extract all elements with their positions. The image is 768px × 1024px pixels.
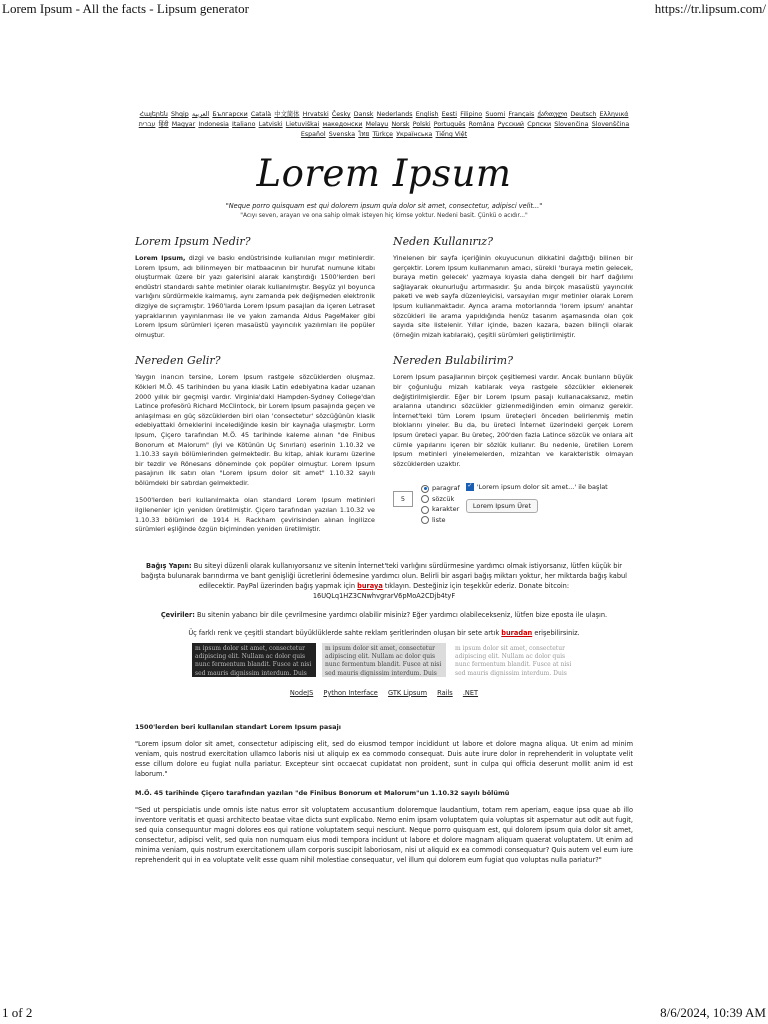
quote-translation: "Acıyı seven, arayan ve ona sahip olmak isteyen hiç kimse yoktur. Nedeni basit. Çünkü o acıdır..." <box>240 213 528 219</box>
link-rails[interactable]: Rails <box>437 688 453 697</box>
radio-sozcuk[interactable] <box>421 495 429 503</box>
language-link[interactable]: Italiano <box>232 121 256 128</box>
language-link[interactable]: Deutsch <box>570 111 597 118</box>
left-column <box>135 235 375 549</box>
language-link[interactable]: Latviski <box>258 121 283 128</box>
banner-samples <box>135 643 633 677</box>
language-link[interactable]: ქართული <box>537 111 568 118</box>
right-column <box>393 235 633 549</box>
radio-option-liste[interactable]: liste <box>421 515 460 526</box>
print-date: 8/6/2024, 10:39 AM <box>660 1005 766 1020</box>
language-link[interactable]: Українська <box>396 131 433 138</box>
print-footer <box>2 1005 766 1021</box>
language-link[interactable]: Lietuviškai <box>285 121 320 128</box>
section-what <box>135 235 375 340</box>
language-link[interactable]: Español <box>300 131 326 138</box>
language-link[interactable]: Tiếng Việt <box>435 131 468 138</box>
link-dotnet[interactable]: .NET <box>462 688 479 697</box>
radio-option-paragraf[interactable]: paragraf <box>421 483 460 494</box>
radio-karakter[interactable] <box>421 506 429 514</box>
lorem-ipsum-bold: Lorem Ipsum, <box>135 254 186 262</box>
language-link[interactable]: Dansk <box>353 111 374 118</box>
bitcoin-address: 16UQLq1HZ3CNwhvgrarV6pMoA2CDjb4tyF <box>312 591 456 600</box>
link-gtk-lipsum[interactable]: GTK Lipsum <box>387 688 428 697</box>
radio-paragraf[interactable] <box>421 485 429 493</box>
language-link[interactable]: ไทย <box>358 131 370 138</box>
language-link[interactable]: Filipino <box>460 111 483 118</box>
start-with-lorem-checkbox[interactable] <box>466 483 474 491</box>
language-link[interactable]: Magyar <box>171 121 196 128</box>
language-link[interactable]: Shqip <box>171 111 189 118</box>
language-link[interactable]: Eesti <box>441 111 458 118</box>
print-header <box>2 1 766 17</box>
standard-passage-text: "Lorem ipsum dolor sit amet, consectetur adipiscing elit, sed do eiusmod tempor incididunt ut labore et dolore magna aliqua. Ut enim ad minim veniam, quis nostrud exercitation ullamco laboris nisi ut aliquip ex ea commodo consequat. Duis aute irure dolor in reprehenderit in voluptate velit esse cillum dolore eu fugiat nulla pariatur. Excepteur sint occaecat cupidatat non proident, sunt in culpa qui officia deserunt mollit anim id est laborum." <box>135 739 633 778</box>
page-content <box>135 110 633 865</box>
language-link[interactable]: Česky <box>331 111 351 118</box>
section-what-text: Lorem Ipsum, dizgi ve baskı endüstrisinde kullanılan mıgır metinlerdir. Lorem Ipsum, adı bilinmeyen bir matbaacının bir hurufat numune kitabı oluşturmak üzere bir yazı galerisini alarak karıştırdığı 1500'lerden beri endüstri standardı sahte metinler olarak kullanılmıştır. Beşyüz yıl boyunca varlığını sürdürmekle kalmamış, aynı zamanda pek değişmeden elektronik dizgiye de sıçramıştır. 1960'larda Lorem Ipsum pasajları da içeren Letraset yapraklarının yayınlanması ile ve yakın zamanda Aldus PageMaker gibi Lorem Ipsum sürümleri içeren masaüstü yayıncılık yazılımları ile popüler olmuştur. <box>135 254 375 339</box>
standard-passage-title: 1500'lerden beri kullanılan standart Lorem Ipsum pasajı <box>135 722 342 731</box>
language-list <box>135 110 633 140</box>
print-page-number: 1 of 2 <box>2 1005 33 1020</box>
section-where-from-title: Nereden Gelir? <box>135 354 221 368</box>
section-why <box>393 235 633 340</box>
section-where-get <box>393 354 633 469</box>
donate-section: Bağış Yapın: Bu siteyi düzenli olarak kullanıyorsanız ve sitenin İnternet'teki varlığını sürdürmesine yardımcı olmak istiyorsanız, lütfen küçük bir bağışta bulunarak barındırma ve bant genişliği ücretlerini ödemesine yardımcı olun. Belirli bir asgari bağış miktarı yoktur, her miktarda bağış kabul edilecektir. PayPal üzerinden bağış yapmak için buraya tıklayın. Desteğiniz için teşekkür ederiz. Donate bitcoin: 16UQLq1HZ3CNwhvgrarV6pMoA2CDjb4tyF <box>140 561 628 600</box>
print-title: Lorem Ipsum - All the facts - Lipsum generator <box>2 1 249 16</box>
language-link[interactable]: Հայերեն <box>139 111 168 118</box>
link-nodejs[interactable]: NodeJS <box>289 688 314 697</box>
language-link[interactable]: Hrvatski <box>302 111 329 118</box>
language-link[interactable]: Melayu <box>365 121 389 128</box>
language-link[interactable]: हिंदी <box>158 121 169 128</box>
language-link[interactable]: Polski <box>412 121 431 128</box>
generator-right <box>466 483 608 513</box>
section-where-from-text-2: 1500'lerden beri kullanılmakta olan standard Lorem Ipsum metinleri ilgilenenler için yeniden üretilmiştir. Çiçero tarafından yazılan 1.10.32 ve 1.10.33 bölümleri de 1914 H. Rackham çevirisinden alınan İngilizce sürümleri eşliğinde özgün biçiminden yeniden üretilmiştir. <box>135 496 375 534</box>
link-python-interface[interactable]: Python Interface <box>323 688 378 697</box>
section-why-text: Yinelenen bir sayfa içeriğinin okuyucunun dikkatini dağıttığı bilinen bir gerçektir. Lorem Ipsum kullanmanın amacı, sürekli 'buraya metin gelecek, buraya metin gelecek' yazmaya kıyasla daha dengeli bir harf dağılımı sağlayarak okunurluğu artırmasıdır. Şu anda birçok masaüstü yayıncılık paketi ve web sayfa düzenleyicisi, varsayılan mıgır metinler olarak Lorem Ipsum kullanmaktadır. Ayrıca arama motorlarında 'lorem ipsum' anahtar sözcükleri ile arama yapıldığında henüz tasarım aşamasında olan çok sayıda site listelenir. Yıllar içinde, bazen kazara, bazen bilinçli olarak (örneğin mizah katılarak), çeşitli sürümleri geliştirilmiştir. <box>393 254 633 339</box>
donate-label: Bağış Yapın: <box>146 561 192 570</box>
generate-button[interactable]: Lorem Ipsum Üret <box>466 499 538 513</box>
unit-radio-group <box>421 483 460 525</box>
section-where-get-text: Lorem Ipsum pasajlarının birçok çeşitlemesi vardır. Ancak bunların büyük bir çoğunluğu mizah katılarak veya rastgele sözcükler eklenerek değiştirilmişlerdir. Eğer bir Lorem Ipsum pasajı kullanacaksanız, metin aralarına utandırıcı sözcükler gizlenmediğinden emin olmanız gerekir. İnternet'teki tüm Lorem Ipsum üreteçleri önceden belirlenmiş metin bloklarını yineler. Bu da, bu üreteci İnternet üzerindeki gerçek Lorem Ipsum üreteci yapar. Bu üreteç, 200'den fazla Latince sözcük ve onlara ait cümle yapılarını içeren bir sözlük kullanır. Bu nedenle, üretilen Lorem Ipsum metinleri yinelemelerden, mizahtan ve karakteristik olmayan sözcüklerden uzaktır. <box>393 373 633 468</box>
language-link[interactable]: Indonesia <box>198 121 229 128</box>
language-link[interactable]: Türkçe <box>372 131 393 138</box>
language-link[interactable]: Slovenčina <box>554 121 589 128</box>
language-link[interactable]: 中文简体 <box>274 111 300 118</box>
language-link[interactable]: Français <box>508 111 535 118</box>
banner-light[interactable]: m ipsum dolor sit amet, consectetur adipiscing elit. Nullam ac dolor quis nunc fermentum blandit. Fusce at nisi sed mauris dignissim interdum. Duis <box>452 643 576 677</box>
print-url: https://tr.lipsum.com/ <box>654 1 766 16</box>
content-columns <box>135 235 633 549</box>
language-link[interactable]: English <box>415 111 439 118</box>
banners-link[interactable]: buradan <box>501 628 533 637</box>
section-where-from <box>135 354 375 535</box>
language-link[interactable]: Suomi <box>485 111 506 118</box>
language-link[interactable]: Nederlands <box>376 111 413 118</box>
library-links <box>135 689 633 697</box>
language-link[interactable]: العربية <box>191 111 210 118</box>
language-link[interactable]: Norsk <box>391 121 410 128</box>
banners-section: Üç farklı renk ve çeşitli standart büyüklüklerde sahte reklam şeritlerinden oluşan bir sete artık buradan erişebilirsiniz. <box>188 628 580 637</box>
banner-dark[interactable]: m ipsum dolor sit amet, consectetur adipiscing elit. Nullam ac dolor quis nunc fermentum blandit. Fusce at nisi sed mauris dignissim interdum. Duis <box>192 643 316 677</box>
language-link[interactable]: Slovenščina <box>591 121 630 128</box>
language-link[interactable]: Català <box>250 111 272 118</box>
translations-section: Çeviriler: Bu sitenin yabancı bir dile çevrilmesine yardımcı olabilir misiniz? Eğer yardımcı olabilecekseniz, lütfen bize eposta ile ulaşın. <box>160 610 608 619</box>
start-with-lorem-option[interactable]: ✓'Lorem ipsum dolor sit amet...' ile başlat <box>466 483 608 491</box>
donate-paypal-link[interactable]: buraya <box>357 581 383 590</box>
lipsum-generator <box>393 483 633 525</box>
radio-liste[interactable] <box>421 516 429 524</box>
banner-grey[interactable]: m ipsum dolor sit amet, consectetur adipiscing elit. Nullam ac dolor quis nunc fermentum blandit. Fusce at nisi sed mauris dignissim interdum. Duis <box>322 643 446 677</box>
section-why-title: Neden Kullanırız? <box>393 235 493 248</box>
language-link[interactable]: Pyccкий <box>497 121 525 128</box>
language-link[interactable]: Português <box>433 121 466 128</box>
radio-option-karakter[interactable]: karakter <box>421 504 460 515</box>
section-where-get-title: Nereden Bulabilirim? <box>393 354 513 368</box>
amount-input[interactable]: 5 <box>393 491 413 507</box>
language-link[interactable]: Български <box>212 111 248 118</box>
language-link[interactable]: македонски <box>322 121 363 128</box>
language-link[interactable]: עברית <box>138 121 156 128</box>
language-link[interactable]: Српски <box>527 121 552 128</box>
translations-label: Çeviriler: <box>160 610 195 619</box>
language-link[interactable]: Svenska <box>328 131 356 138</box>
cicero-passage-title: M.Ö. 45 tarihinde Çiçero tarafından yazılan "de Finibus Bonorum et Malorum"un 1.10.32 sayılı bölümü <box>135 788 510 797</box>
section-where-from-text-1: Yaygın inancın tersine, Lorem Ipsum rastgele sözcüklerden oluşmaz. Kökleri M.Ö. 45 tarihinden bu yana klasik Latin edebiyatına kadar uzanan 2000 yıllık bir geçmişi vardır. Virginia'daki Hampden-Sydney College'dan Latince profesörü Richard McClintock, bir Lorem Ipsum pasajında geçen ve anlaşılması en güç sözcüklerden biri olan 'consectetur' sözcüğünün klasik edebiyattaki örneklerini incelediğinde kesin bir kaynağa ulaşmıştır. Lorm Ipsum, Çiçero tarafından M.Ö. 45 tarihinde kaleme alınan "de Finibus Bonorum et Malorum" (İyi ve Kötünün Uç Sınırları) eserinin 1.10.32 ve 1.10.33 sayılı bölümlerinden gelmektedir. Bu kitap, ahlak kuramı üzerine bir tezdir ve Rönesans döneminde çok popüler olmuştur. Lorem Ipsum pasajının ilk satırı olan "Lorem ipsum dolor sit amet" 1.10.32 sayılı bölümdeki bir satırdan gelmektedir. <box>135 373 375 487</box>
latin-quote: "Neque porro quisquam est qui dolorem ipsum quia dolor sit amet, consectetur, adipisci velit..." <box>225 202 543 210</box>
cicero-passage-text: "Sed ut perspiciatis unde omnis iste natus error sit voluptatem accusantium doloremque laudantium, totam rem aperiam, eaque ipsa quae ab illo inventore veritatis et quasi architecto beatae vitae dicta sunt explicabo. Nemo enim ipsam voluptatem quia voluptas sit aspernatur aut odit aut fugit, sed quia consequuntur magni dolores eos qui ratione voluptatem sequi nesciunt. Neque porro quisquam est, qui dolorem ipsum quia dolor sit amet, consectetur, adipisci velit, sed quia non numquam eius modi tempora incidunt ut labore et dolore magnam aliquam quaerat voluptatem. Ut enim ad minima veniam, quis nostrum exercitationem ullam corporis suscipit laboriosam, nisi ut aliquid ex ea commodi consequatur? Quis autem vel eum iure reprehenderit qui in ea voluptate velit esse quam nihil molestiae consequatur, vel illum qui dolorem eum fugiat quo voluptas nulla pariatur?" <box>135 805 633 864</box>
language-link[interactable]: Ελληνικά <box>599 111 629 118</box>
language-link[interactable]: Româna <box>468 121 495 128</box>
radio-option-sozcuk[interactable]: sözcük <box>421 494 460 505</box>
section-what-title: Lorem Ipsum Nedir? <box>135 235 251 248</box>
site-logo[interactable]: Lorem Ipsum <box>256 152 512 195</box>
